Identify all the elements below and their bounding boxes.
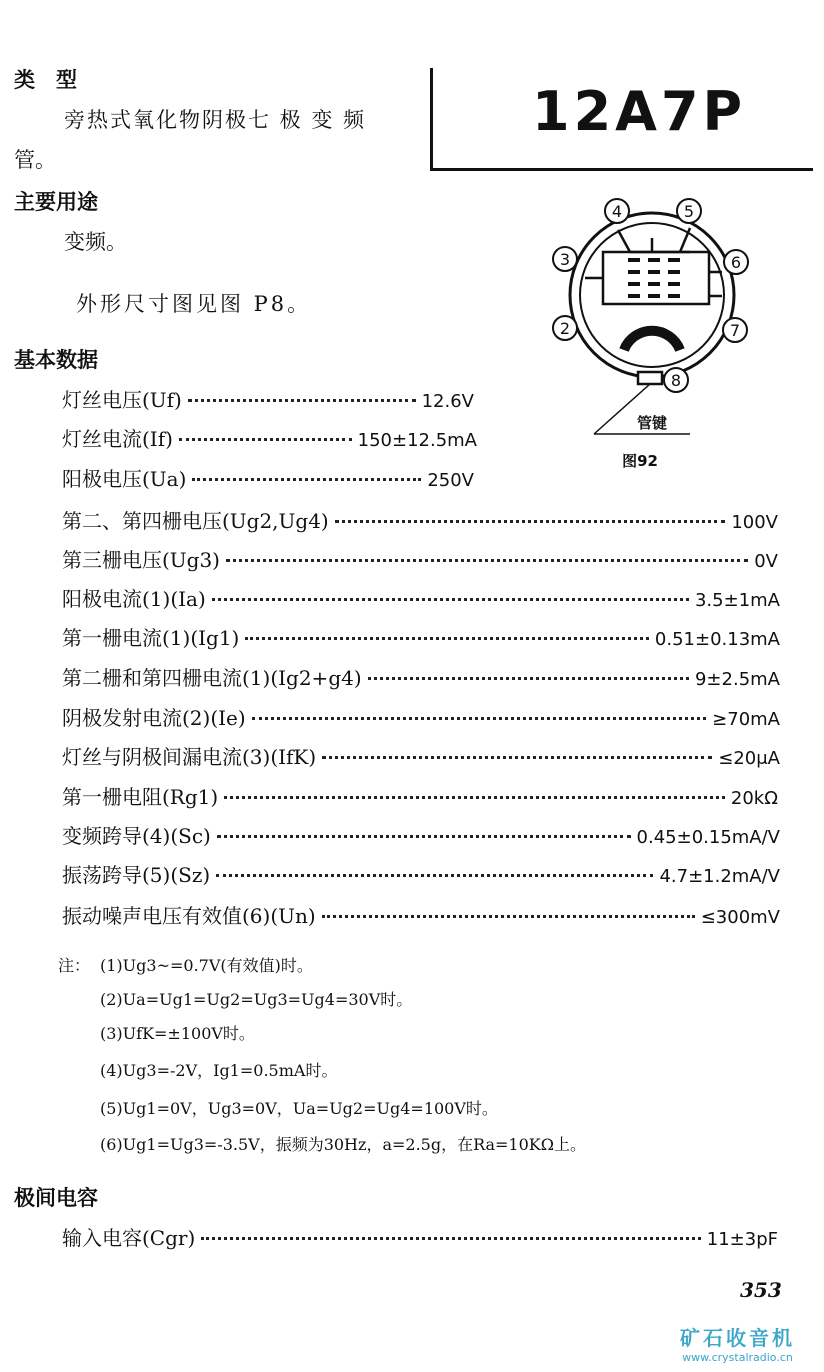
data-row	[62, 544, 778, 574]
data-row	[62, 900, 780, 930]
data-row	[62, 859, 780, 889]
data-row	[62, 662, 780, 692]
data-value: 20kΩ	[730, 788, 778, 809]
data-label: 振荡跨导(5)(Sz)	[62, 863, 211, 887]
data-row	[62, 583, 780, 613]
note-item: (1)Ug3~=0.7V(有效值)时。	[100, 956, 313, 975]
data-row	[62, 622, 780, 652]
pin-6: 6	[730, 253, 742, 272]
data-label: 第三栅电压(Ug3)	[62, 548, 220, 572]
figure-caption: 图92	[622, 452, 658, 470]
data-value: 150±12.5mA	[357, 430, 477, 451]
data-label: 变频跨导(4)(Sc)	[62, 824, 211, 848]
data-label: 灯丝电压(Uf)	[62, 388, 182, 412]
data-label: 输入电容(Cgr)	[62, 1226, 196, 1250]
usage-heading: 主要用途	[14, 190, 98, 214]
data-row	[62, 1222, 778, 1252]
watermark-url: www.crystalradio.cn	[682, 1351, 793, 1364]
data-value: 250V	[427, 470, 474, 491]
data-value: 9±2.5mA	[694, 669, 780, 690]
key-notch	[638, 372, 662, 384]
basic-data-heading: 基本数据	[14, 348, 98, 372]
key-label: 管键	[636, 414, 668, 432]
note-item: (3)UfK=±100V时。	[100, 1024, 255, 1043]
data-row	[62, 505, 778, 535]
data-label: 阴极发射电流(2)(Ie)	[62, 706, 246, 730]
data-row	[62, 820, 780, 850]
pin-3: 3	[559, 250, 571, 269]
data-value: 0V	[754, 551, 778, 572]
data-value: 0.51±0.13mA	[654, 629, 780, 650]
capacitance-heading: 极间电容	[14, 1186, 98, 1210]
note-item: (4)Ug3=-2V，Ig1=0.5mA时。	[100, 1061, 338, 1080]
data-row	[62, 463, 474, 493]
heater-arc	[624, 331, 680, 350]
data-label: 第一栅电流(1)(Ig1)	[62, 626, 240, 650]
data-value: ≤20μA	[718, 748, 780, 769]
data-value: 12.6V	[421, 391, 474, 412]
data-label: 第一栅电阻(Rg1)	[62, 785, 219, 809]
data-value: 100V	[731, 512, 778, 533]
pin-7: 7	[729, 321, 741, 340]
type-heading: 类 型	[14, 68, 77, 92]
watermark	[680, 1322, 795, 1364]
data-value: 4.7±1.2mA/V	[659, 866, 780, 887]
type-description-line2: 管。	[14, 148, 56, 172]
data-row	[62, 702, 780, 732]
data-label: 第二栅和第四栅电流(1)(Ig2+g4)	[62, 666, 362, 690]
pin-diagram	[540, 190, 810, 480]
data-label: 灯丝与阴极间漏电流(3)(IfK)	[62, 745, 317, 769]
pin-2: 2	[559, 319, 571, 338]
data-row	[62, 423, 477, 453]
data-label: 振动噪声电压有效值(6)(Un)	[62, 904, 316, 928]
pin-8: 8	[670, 371, 682, 390]
dimension-reference: 外形尺寸图见图 P8。	[76, 292, 312, 316]
note-item: (2)Ua=Ug1=Ug2=Ug3=Ug4=30V时。	[100, 990, 413, 1009]
data-value: ≥70mA	[712, 709, 780, 730]
data-row	[62, 781, 778, 811]
model-number: 12A7P	[532, 80, 747, 143]
data-value: 11±3pF	[706, 1229, 778, 1250]
usage-text: 变频。	[64, 230, 127, 254]
data-row	[62, 741, 780, 771]
note-item: (5)Ug1=0V，Ug3=0V，Ua=Ug2=Ug4=100V时。	[100, 1099, 498, 1118]
data-label: 阳极电流(1)(Ia)	[62, 587, 206, 611]
type-description-line1: 旁热式氧化物阴极七 极 变 频	[64, 108, 367, 132]
data-label: 阳极电压(Ua)	[62, 467, 187, 491]
pin-5: 5	[683, 202, 695, 221]
data-value: ≤300mV	[700, 907, 780, 928]
data-label: 第二、第四栅电压(Ug2,Ug4)	[62, 509, 329, 533]
notes-prefix: 注：	[58, 956, 91, 975]
data-row	[62, 384, 474, 414]
watermark-name: 矿石收音机	[680, 1326, 795, 1350]
data-label: 灯丝电流(If)	[62, 427, 173, 451]
data-value: 0.45±0.15mA/V	[636, 827, 780, 848]
data-value: 3.5±1mA	[694, 590, 780, 611]
page-number: 353	[740, 1278, 782, 1302]
pin-4: 4	[611, 202, 623, 221]
grid-bars	[628, 260, 680, 296]
note-item: (6)Ug1=Ug3=-3.5V，振频为30Hz，a=2.5g，在Ra=10KΩ上。	[100, 1135, 587, 1154]
